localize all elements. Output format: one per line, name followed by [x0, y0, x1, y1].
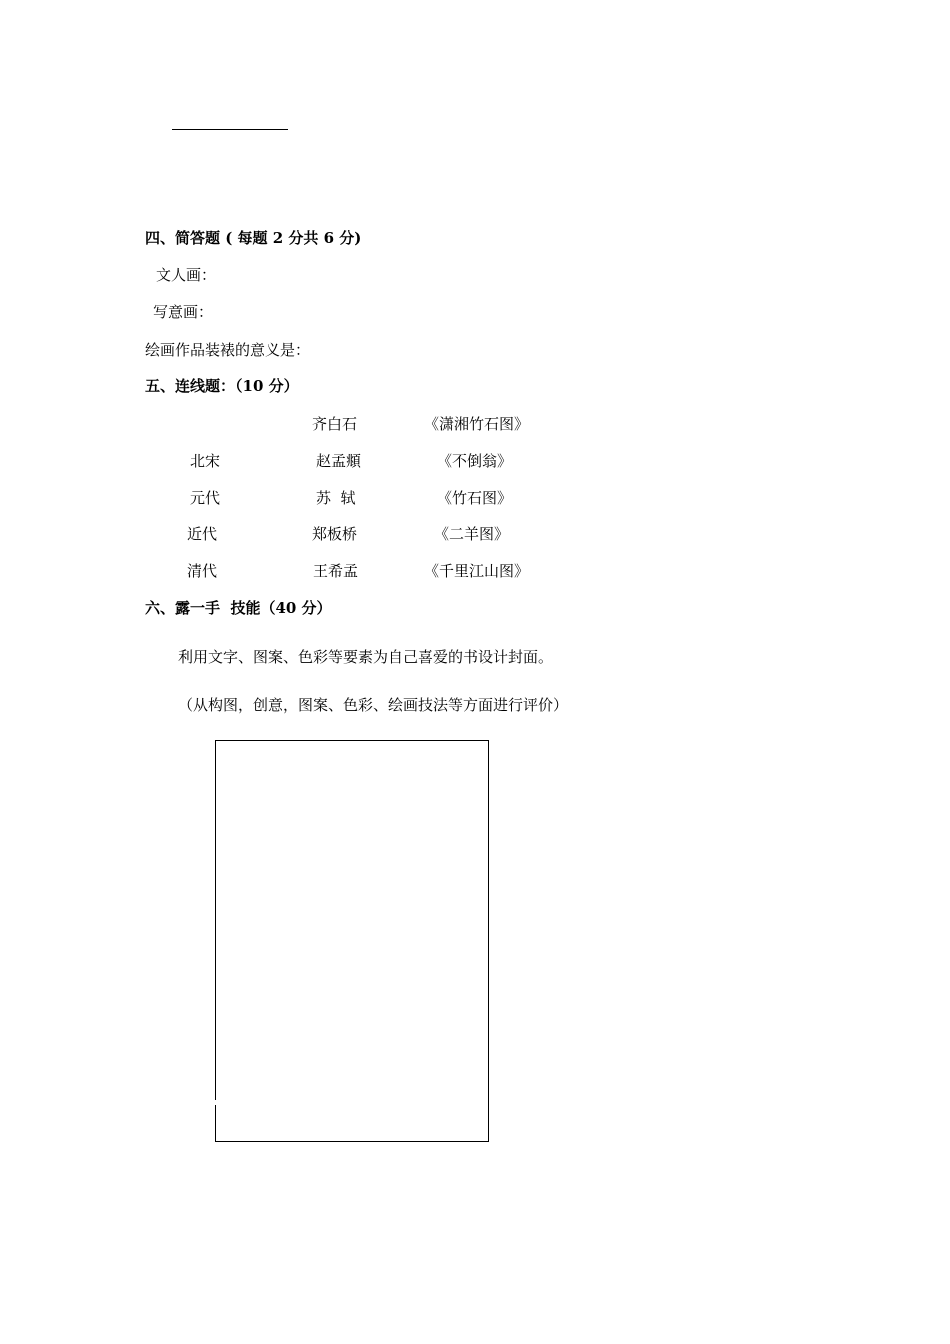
artwork-item: 《竹石图》	[437, 489, 513, 507]
artist-item: 齐白石	[312, 415, 358, 433]
section4-heading: 四、简答题 ( 每题 2 分共 6 分)	[145, 229, 362, 247]
question-mounting-meaning: 绘画作品装裱的意义是：	[145, 341, 311, 359]
answer-blank-line	[172, 129, 288, 130]
dynasty-item: 清代	[187, 562, 218, 580]
dynasty-item: 近代	[187, 525, 218, 543]
artist-item: 郑板桥	[312, 525, 358, 543]
artist-item: 苏 轼	[316, 489, 356, 507]
question-freehand-painting: 写意画：	[153, 303, 214, 321]
artwork-item: 《不倒翁》	[437, 452, 513, 470]
question-literati-painting: 文人画：	[156, 266, 217, 284]
dynasty-item: 元代	[190, 489, 221, 507]
section6-heading: 六、露一手 技能（40 分）	[145, 599, 332, 617]
artwork-item: 《二羊图》	[434, 525, 510, 543]
section5-heading: 五、连线题：（10 分）	[145, 377, 299, 395]
artist-item: 赵孟頫	[316, 452, 362, 470]
evaluation-criteria-text: （从构图，创意，图案、色彩、绘画技法等方面进行评价）	[178, 696, 569, 714]
design-task-text: 利用文字、图案、色彩等要素为自己喜爱的书设计封面。	[178, 648, 554, 666]
box-border-gap	[214, 1100, 217, 1105]
artwork-item: 《千里江山图》	[424, 562, 530, 580]
dynasty-item: 北宋	[190, 452, 221, 470]
artwork-item: 《潇湘竹石图》	[424, 415, 530, 433]
artist-item: 王希孟	[313, 562, 359, 580]
book-cover-drawing-area[interactable]	[215, 740, 489, 1142]
